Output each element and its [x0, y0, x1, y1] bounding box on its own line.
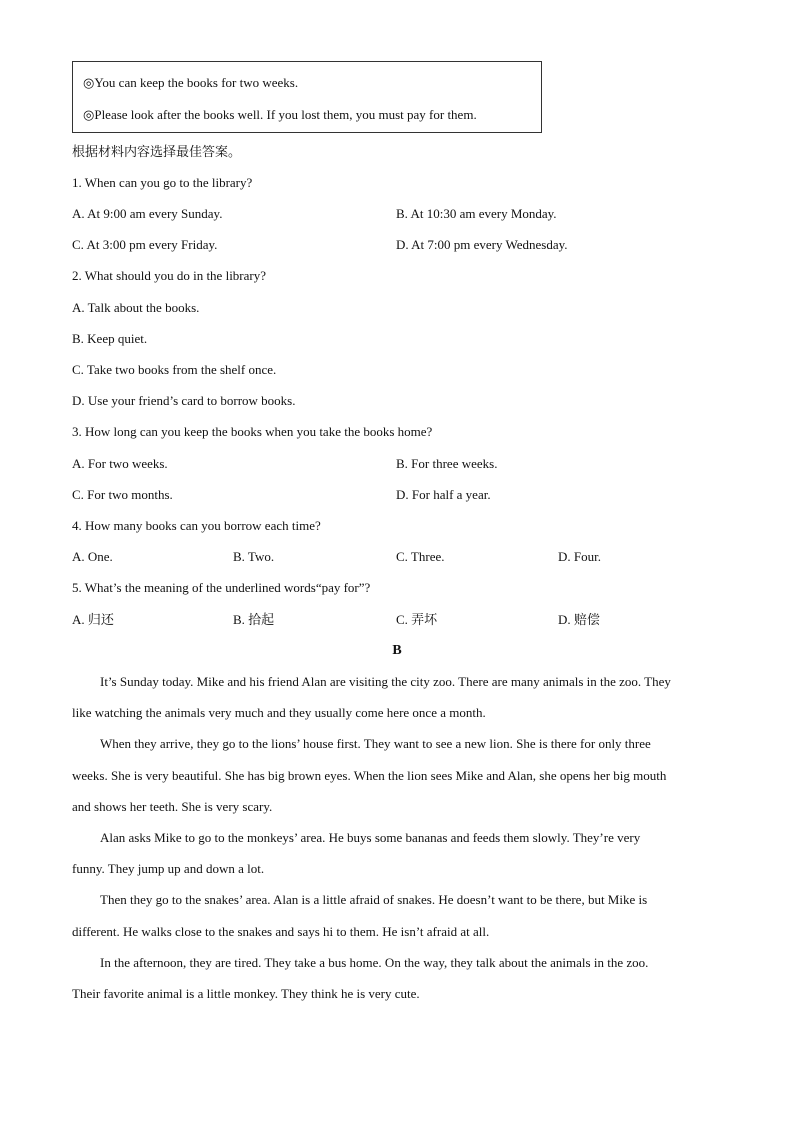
rule-look-after-books: ◎Please look after the books well. If you lost them, you must pay for them. [83, 107, 477, 122]
option-a: A. One. [72, 549, 113, 564]
option-a: A. 归还 [72, 612, 114, 627]
option-c: C. Three. [396, 549, 445, 564]
passage-line: It’s Sunday today. Mike and his friend Alan are visiting the city zoo. There are many animals in the zoo. They [100, 674, 671, 689]
option-d: D. 赔偿 [558, 612, 600, 627]
library-rules-box [72, 61, 542, 133]
question-stem: 5. What’s the meaning of the underlined words“pay for”? [72, 580, 371, 595]
passage-line: like watching the animals very much and they usually come here once a month. [72, 705, 486, 720]
option-b: B. At 10:30 am every Monday. [396, 206, 557, 221]
option-c: C. 弄坏 [396, 612, 438, 627]
passage-line: weeks. She is very beautiful. She has big brown eyes. When the lion sees Mike and Alan, she opens her big mouth [72, 768, 667, 783]
passage-line: funny. They jump up and down a lot. [72, 861, 265, 876]
instructions: 根据材料内容选择最佳答案。 [72, 144, 242, 159]
passage-line: different. He walks close to the snakes and says hi to them. He isn’t afraid at all. [72, 924, 490, 939]
passage-line: and shows her teeth. She is very scary. [72, 799, 273, 814]
option-c: C. At 3:00 pm every Friday. [72, 237, 218, 252]
option-a: A. Talk about the books. [72, 300, 200, 315]
option-a: A. For two weeks. [72, 456, 168, 471]
rule-keep-books: ◎You can keep the books for two weeks. [83, 75, 299, 90]
option-a: A. At 9:00 am every Sunday. [72, 206, 223, 221]
option-c: C. Take two books from the shelf once. [72, 362, 277, 377]
option-b: B. 拾起 [233, 612, 275, 627]
passage-line: Then they go to the snakes’ area. Alan is a little afraid of snakes. He doesn’t want to be there, but Mike is [100, 892, 648, 907]
passage-line: In the afternoon, they are tired. They take a bus home. On the way, they talk about the animals in the zoo. [100, 955, 649, 970]
option-d: D. At 7:00 pm every Wednesday. [396, 237, 568, 252]
passage-line: When they arrive, they go to the lions’ house first. They want to see a new lion. She is there for only three [100, 736, 651, 751]
option-c: C. For two months. [72, 487, 173, 502]
option-d: D. Use your friend’s card to borrow books. [72, 393, 296, 408]
option-d: D. Four. [558, 549, 601, 564]
option-b: B. Two. [233, 549, 275, 564]
option-d: D. For half a year. [396, 487, 491, 502]
question-stem: 3. How long can you keep the books when you take the books home? [72, 424, 433, 439]
option-b: B. Keep quiet. [72, 331, 148, 346]
question-stem: 1. When can you go to the library? [72, 175, 253, 190]
question-stem: 2. What should you do in the library? [72, 268, 267, 283]
option-b: B. For three weeks. [396, 456, 498, 471]
question-stem: 4. How many books can you borrow each time? [72, 518, 321, 533]
passage-line: Alan asks Mike to go to the monkeys’ area. He buys some bananas and feeds them slowly. They’re very [100, 830, 641, 845]
section-b-title: B [392, 643, 402, 658]
passage-line: Their favorite animal is a little monkey. They think he is very cute. [72, 986, 420, 1001]
